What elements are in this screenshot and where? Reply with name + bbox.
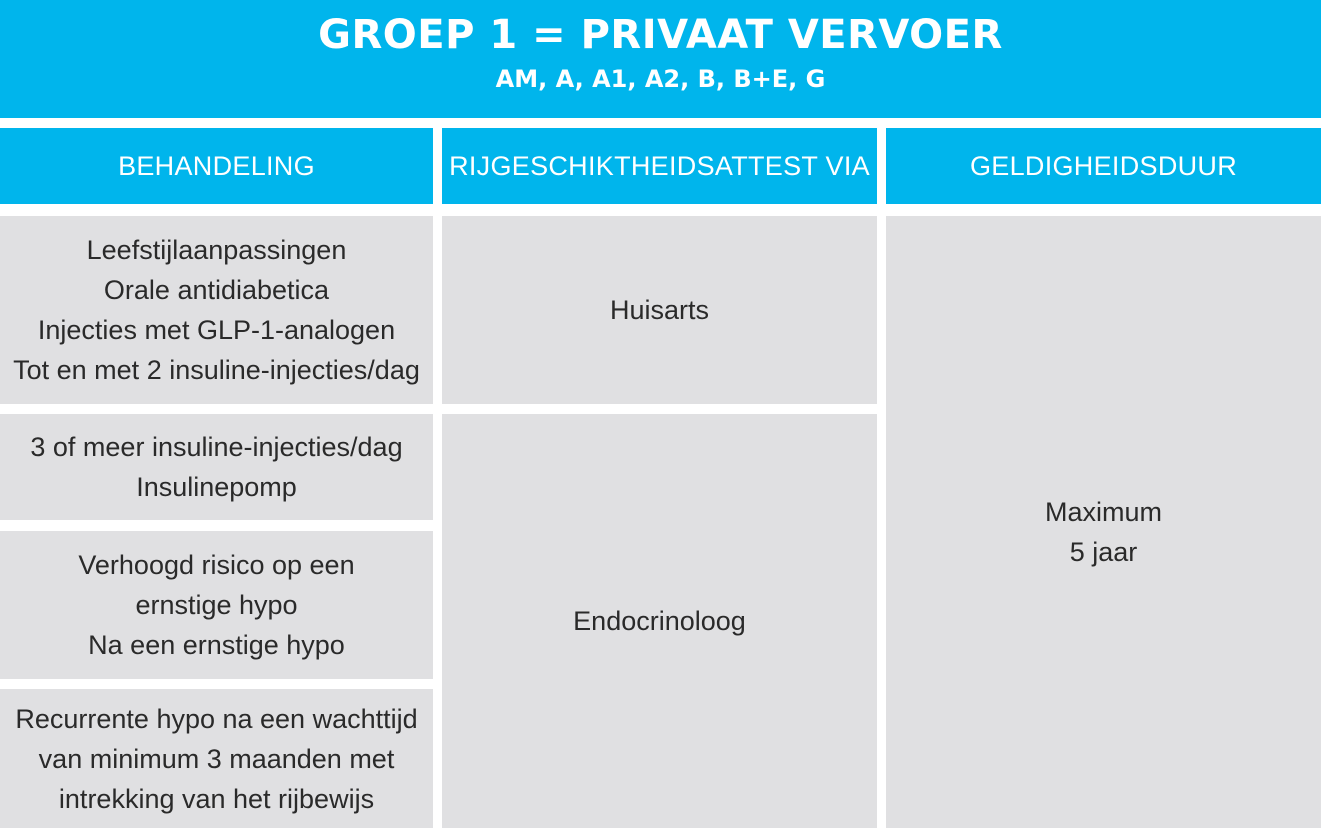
- attest-value: Huisarts: [609, 295, 710, 325]
- column-header-geldigheidsduur: GELDIGHEIDSDUUR: [886, 128, 1321, 204]
- treatment-line: Recurrente hypo na een wachttijd: [15, 703, 418, 734]
- treatment-line: van minimum 3 maanden met: [38, 743, 395, 774]
- page-title: GROEP 1 = PRIVAAT VERVOER: [318, 12, 1003, 58]
- column-header-behandeling: BEHANDELING: [0, 128, 433, 204]
- attest-cell: [442, 216, 877, 404]
- treatment-line: 3 of meer insuline-injecties/dag: [30, 432, 403, 462]
- treatment-cell: [0, 216, 433, 404]
- treatment-line: Orale antidiabetica: [103, 275, 330, 305]
- treatment-line: Insulinepomp: [136, 472, 297, 502]
- treatment-line: intrekking van het rijbewijs: [58, 783, 375, 814]
- attest-value: Endocrinoloog: [573, 606, 746, 636]
- treatment-cell: [0, 414, 433, 520]
- treatment-cell: [0, 531, 433, 679]
- title-banner: [0, 0, 1321, 118]
- treatment-cell: [0, 689, 433, 828]
- treatment-line: Verhoogd risico op een: [78, 550, 355, 580]
- treatment-line: Injecties met GLP-1-analogen: [37, 315, 396, 345]
- treatment-line: Na een ernstige hypo: [88, 630, 345, 660]
- attest-cell: [442, 414, 877, 828]
- validity-cell: [886, 216, 1321, 828]
- validity-line: 5 jaar: [1069, 537, 1138, 567]
- treatment-line: Leefstijlaanpassingen: [86, 235, 347, 265]
- license-categories: AM, A, A1, A2, B, B+E, G: [495, 65, 826, 93]
- validity-line: Maximum: [1044, 497, 1162, 527]
- column-header-attest: RIJGESCHIKTHEIDSATTEST VIA: [442, 128, 877, 204]
- treatment-line: ernstige hypo: [135, 590, 298, 620]
- treatment-line: Tot en met 2 insuline-injecties/dag: [13, 355, 420, 385]
